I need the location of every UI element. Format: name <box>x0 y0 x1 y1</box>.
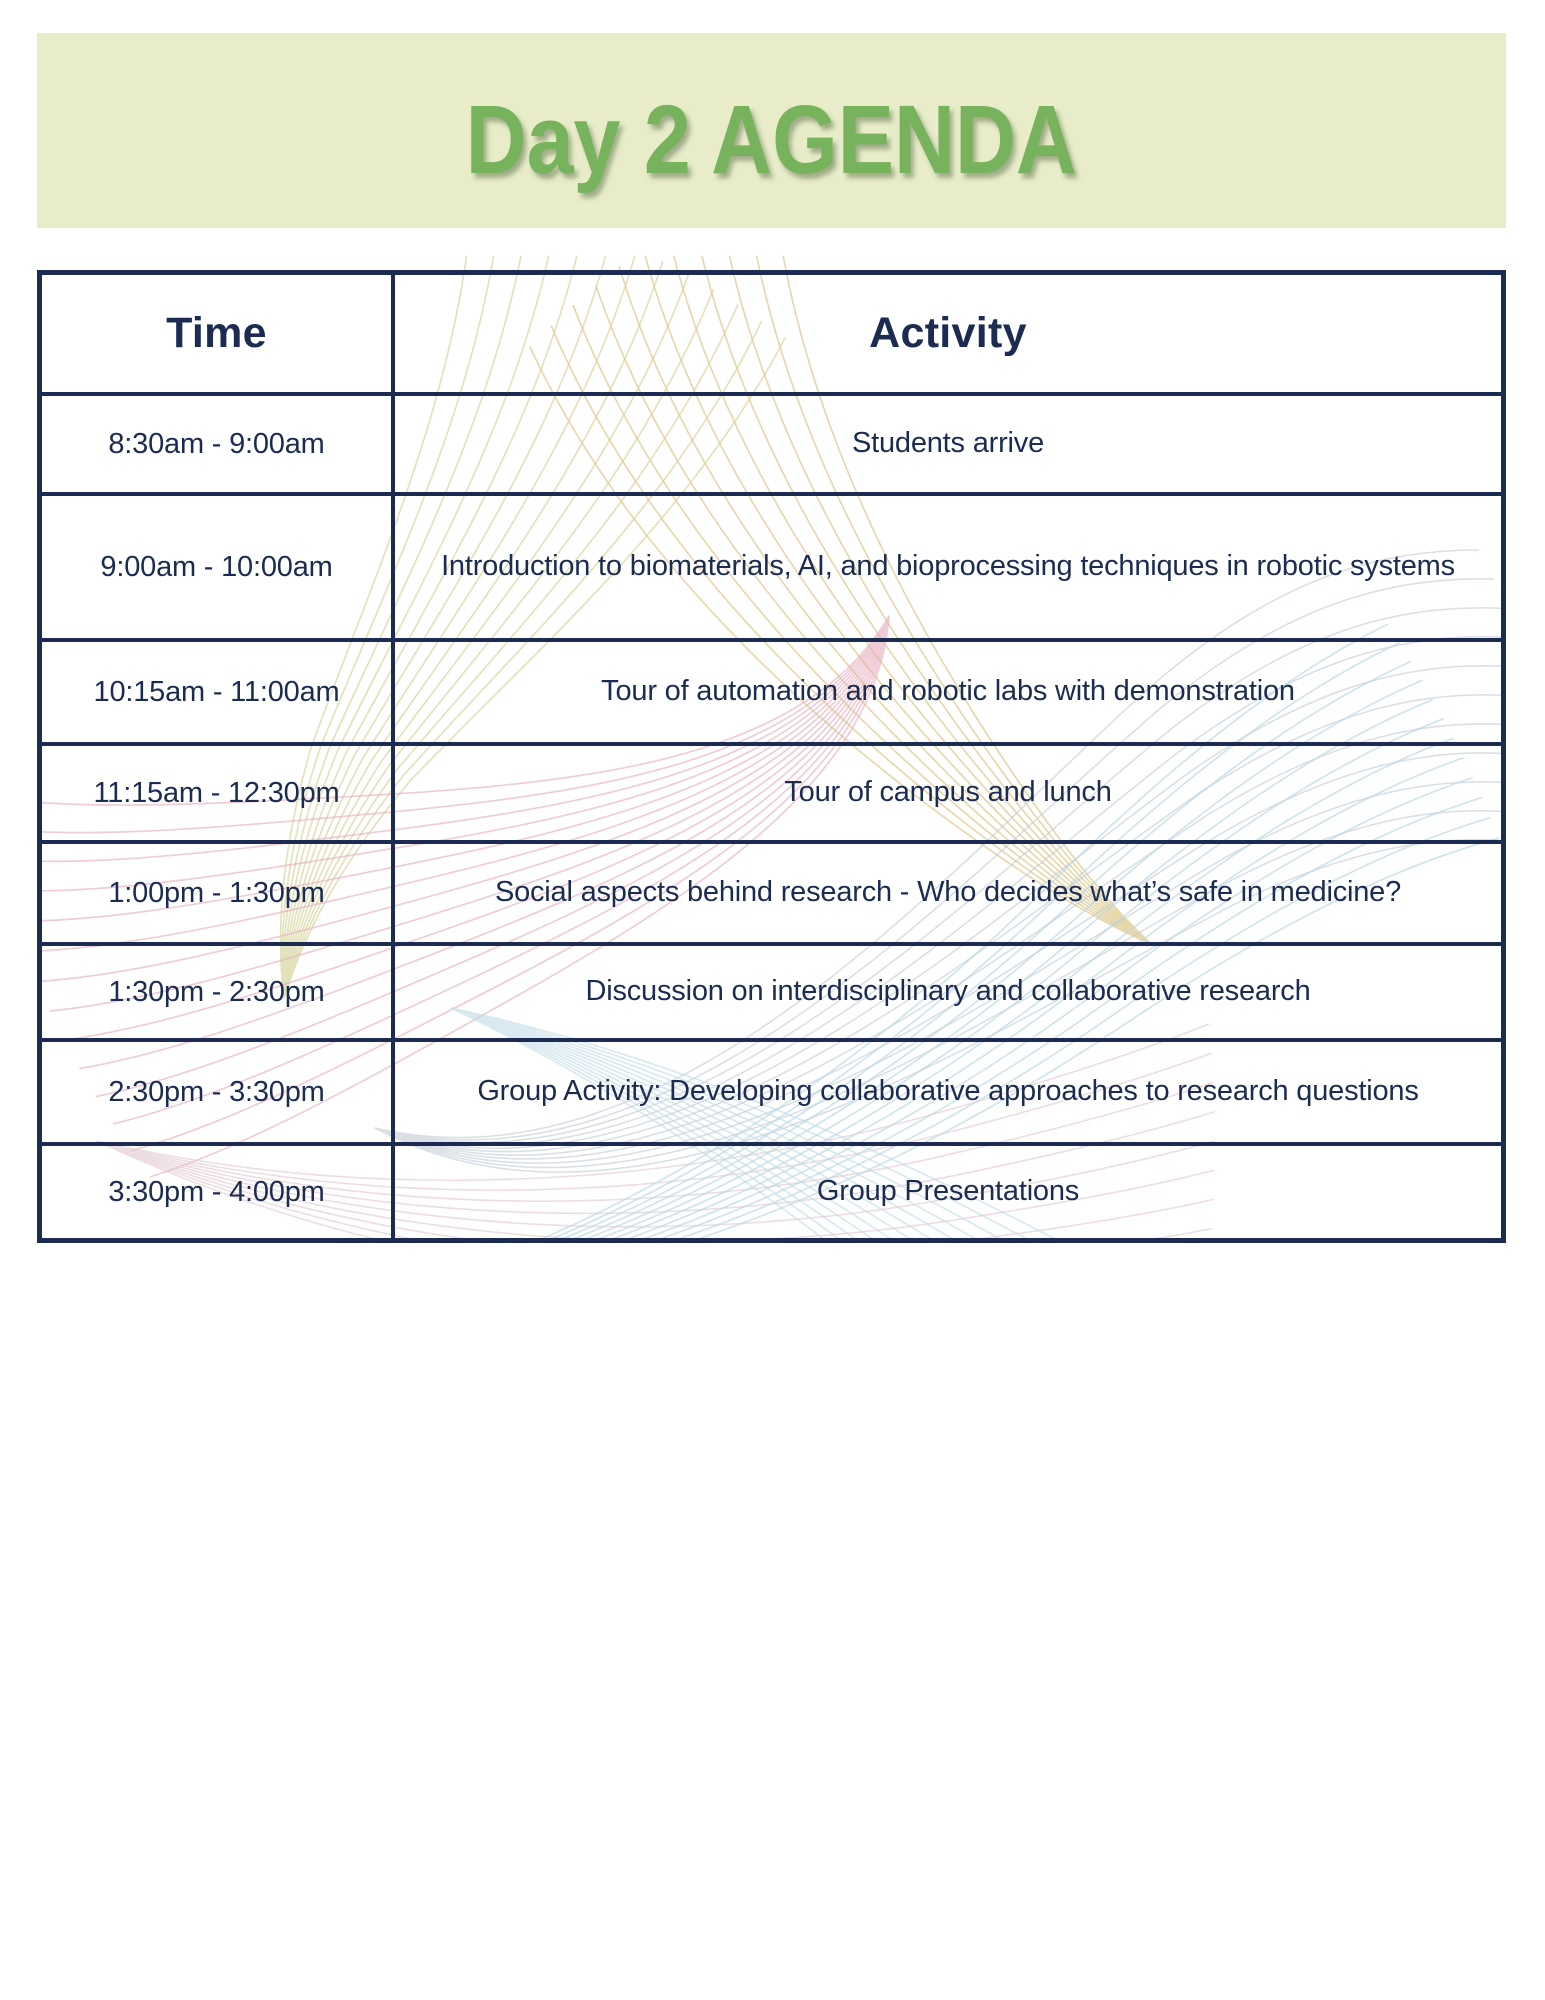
agenda-table <box>37 270 1506 1243</box>
activity-cell: Social aspects behind research - Who decides what’s safe in medicine? <box>494 876 1402 909</box>
title-banner <box>37 33 1506 228</box>
activity-cell: Introduction to biomaterials, AI, and bioprocessing techniques in robotic systems <box>441 550 1455 583</box>
table-row <box>42 742 1501 840</box>
time-cell: 9:00am - 10:00am <box>42 496 395 638</box>
activity-cell: Discussion on interdisciplinary and collaborative research <box>585 975 1311 1008</box>
table-row <box>42 492 1501 638</box>
column-header-time: Time <box>42 275 395 392</box>
activity-cell: Tour of campus and lunch <box>784 776 1112 809</box>
time-cell: 10:15am - 11:00am <box>42 642 395 742</box>
activity-cell: Group Activity: Developing collaborative approaches to research questions <box>477 1075 1419 1108</box>
time-cell: 3:30pm - 4:00pm <box>42 1146 395 1238</box>
table-row <box>42 1142 1501 1238</box>
table-row <box>42 840 1501 942</box>
table-row <box>42 638 1501 742</box>
table-row <box>42 392 1501 492</box>
time-cell: 2:30pm - 3:30pm <box>42 1042 395 1142</box>
time-cell: 1:30pm - 2:30pm <box>42 946 395 1038</box>
time-cell: 8:30am - 9:00am <box>42 396 395 492</box>
activity-cell: Tour of automation and robotic labs with demonstration <box>601 675 1295 708</box>
table-row <box>42 1038 1501 1142</box>
time-cell: 11:15am - 12:30pm <box>42 746 395 840</box>
time-cell: 1:00pm - 1:30pm <box>42 844 395 942</box>
table-header-row <box>42 275 1501 392</box>
activity-cell: Group Presentations <box>816 1175 1080 1208</box>
column-header-activity: Activity <box>869 308 1027 357</box>
activity-cell: Students arrive <box>851 427 1045 460</box>
page-title: Day 2 AGENDA <box>465 84 1078 194</box>
table-row <box>42 942 1501 1038</box>
